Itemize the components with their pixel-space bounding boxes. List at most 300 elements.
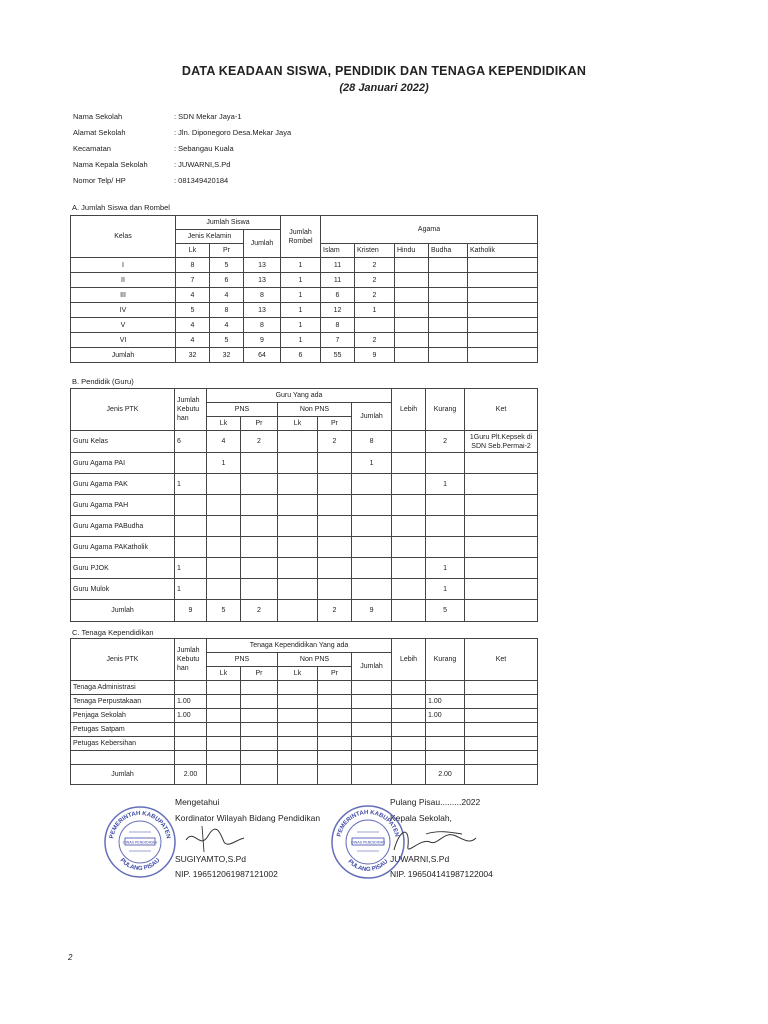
table-cell: 5: [207, 600, 241, 622]
table-cell: [352, 516, 392, 537]
table-cell: [392, 681, 426, 695]
table-cell: 13: [244, 273, 281, 288]
header-pns: PNS: [207, 403, 278, 417]
header-islam: Islam: [321, 244, 355, 258]
table-cell: [278, 453, 318, 474]
table-cell: [207, 765, 241, 785]
table-cell: 2: [355, 333, 395, 348]
table-cell: Guru Mulok: [71, 579, 175, 600]
staff-table: [70, 638, 538, 785]
table-cell: 1: [281, 303, 321, 318]
table-cell: 1: [355, 303, 395, 318]
table-cell: 8: [176, 258, 210, 273]
table-cell: 1: [426, 558, 465, 579]
table-cell: 9: [175, 600, 207, 622]
table-row: [71, 303, 538, 318]
right-signer-nip: NIP. 196504141987122004: [390, 869, 493, 879]
table-cell: [465, 737, 538, 751]
table-cell: VI: [71, 333, 176, 348]
table-cell: [468, 348, 538, 363]
table-row: [71, 495, 538, 516]
table-cell: 6: [281, 348, 321, 363]
header-jenis-kelamin: Jenis Kelamin: [176, 230, 244, 244]
header-nonpns-lk: Lk: [278, 667, 318, 681]
page-mark: 2: [68, 953, 73, 962]
table-cell: 5: [210, 333, 244, 348]
table-cell: 6: [210, 273, 244, 288]
table-cell: [207, 474, 241, 495]
table-cell: [278, 431, 318, 453]
table-cell: [318, 558, 352, 579]
table-cell: [395, 348, 429, 363]
header-jumlah-kebutuhan: Jumlah Kebutu han: [175, 389, 207, 431]
table-cell: [468, 258, 538, 273]
table-cell: [175, 516, 207, 537]
table-cell: 11: [321, 258, 355, 273]
table-cell: Petugas Satpam: [71, 723, 175, 737]
table-cell: 8: [244, 318, 281, 333]
table-cell: 13: [244, 258, 281, 273]
table-cell: 1: [281, 273, 321, 288]
table-cell: [392, 765, 426, 785]
header-pns-pr: Pr: [241, 667, 278, 681]
table-cell: 1.00: [175, 709, 207, 723]
table-cell: 9: [355, 348, 395, 363]
table-row: [71, 751, 538, 765]
table-row: [71, 765, 538, 785]
student-table: [70, 215, 538, 363]
table-cell: 2: [241, 431, 278, 453]
table-cell: [465, 723, 538, 737]
stamp-left-center-text: DINAS PENDIDIKAN: [123, 840, 157, 845]
table-cell: 32: [176, 348, 210, 363]
table-cell: 1.00: [426, 709, 465, 723]
table-cell: [241, 765, 278, 785]
table-cell: [318, 695, 352, 709]
table-cell: [392, 495, 426, 516]
table-cell: [207, 737, 241, 751]
table-cell: [241, 709, 278, 723]
header-jumlah: Jumlah: [244, 230, 281, 258]
official-stamp-left: [103, 805, 177, 879]
header-pns-lk: Lk: [207, 417, 241, 431]
table-cell: III: [71, 288, 176, 303]
table-cell: [352, 537, 392, 558]
table-cell: [392, 600, 426, 622]
svg-text:PULANG PISAU: [346, 859, 389, 873]
header-kurang: Kurang: [426, 389, 465, 431]
header-pns-pr: Pr: [241, 417, 278, 431]
table-cell: [392, 709, 426, 723]
table-cell: [392, 723, 426, 737]
header-pns: PNS: [207, 653, 278, 667]
table-cell: [241, 495, 278, 516]
value-school-address: : Jln. Diponegoro Desa.Mekar Jaya: [174, 128, 292, 137]
table-cell: [465, 453, 538, 474]
table-cell: [241, 695, 278, 709]
table-cell: [429, 288, 468, 303]
table-cell: [207, 751, 241, 765]
header-nonpns-pr: Pr: [318, 667, 352, 681]
table-cell: 6: [175, 431, 207, 453]
table-cell: [426, 737, 465, 751]
table-cell: 1: [207, 453, 241, 474]
table-cell: [241, 516, 278, 537]
header-jumlah-rombel: Jumlah Rombel: [281, 216, 321, 258]
table-cell: [241, 474, 278, 495]
table-row: [71, 600, 538, 622]
table-cell: [207, 495, 241, 516]
table-cell: 1: [281, 333, 321, 348]
table-cell: [175, 737, 207, 751]
stamp-left-top-text: PEMERINTAH KABUPATEN: [109, 810, 171, 840]
header-tenaga-yang-ada: Tenaga Kependidikan Yang ada: [207, 639, 392, 653]
table-cell: 2: [355, 288, 395, 303]
teacher-table: [70, 388, 538, 622]
table-cell: 8: [244, 288, 281, 303]
section-b-title: B. Pendidik (Guru): [72, 377, 134, 386]
table-cell: 5: [426, 600, 465, 622]
table-cell: [318, 453, 352, 474]
header-pns-lk: Lk: [207, 667, 241, 681]
table-cell: [241, 751, 278, 765]
table-cell: [241, 681, 278, 695]
table-cell: 9: [244, 333, 281, 348]
table-cell: [175, 751, 207, 765]
table-cell: [468, 288, 538, 303]
table-cell: [465, 474, 538, 495]
header-jumlah: Jumlah: [352, 653, 392, 681]
header-pr: Pr: [210, 244, 244, 258]
table-row: [71, 516, 538, 537]
table-cell: Jumlah: [71, 348, 176, 363]
header-guru-yang-ada: Guru Yang ada: [207, 389, 392, 403]
value-principal: : JUWARNI,S.Pd: [174, 160, 231, 169]
table-cell: 11: [321, 273, 355, 288]
table-row: [71, 431, 538, 453]
table-cell: [278, 495, 318, 516]
table-cell: 9: [352, 600, 392, 622]
table-cell: [175, 453, 207, 474]
table-cell: [426, 453, 465, 474]
label-school-address: Alamat Sekolah: [73, 128, 126, 137]
table-cell: [465, 765, 538, 785]
table-cell: 7: [176, 273, 210, 288]
student-table-body: [71, 258, 538, 363]
table-cell: 4: [176, 333, 210, 348]
table-cell: [352, 579, 392, 600]
header-agama: Agama: [321, 216, 538, 244]
table-cell: [426, 681, 465, 695]
table-cell: Jumlah: [71, 600, 175, 622]
staff-table-body: [71, 681, 538, 785]
table-cell: Tenaga Perpustakaan: [71, 695, 175, 709]
table-cell: [352, 695, 392, 709]
teacher-table-body: [71, 431, 538, 622]
header-ket: Ket: [465, 389, 538, 431]
table-cell: 6: [321, 288, 355, 303]
table-row: [71, 558, 538, 579]
table-cell: IV: [71, 303, 176, 318]
table-cell: [278, 723, 318, 737]
table-cell: [352, 495, 392, 516]
table-cell: 64: [244, 348, 281, 363]
table-cell: [318, 579, 352, 600]
table-cell: 4: [210, 288, 244, 303]
table-cell: [355, 318, 395, 333]
table-cell: [426, 723, 465, 737]
table-cell: [395, 303, 429, 318]
table-cell: 4: [207, 431, 241, 453]
table-cell: Jumlah: [71, 765, 175, 785]
table-cell: [352, 765, 392, 785]
table-cell: [278, 695, 318, 709]
table-cell: [318, 495, 352, 516]
table-cell: [392, 537, 426, 558]
table-cell: II: [71, 273, 176, 288]
table-cell: [207, 709, 241, 723]
table-cell: [318, 765, 352, 785]
table-row: [71, 579, 538, 600]
table-cell: [207, 537, 241, 558]
header-lebih: Lebih: [392, 639, 426, 681]
left-signer-name: SUGIYAMTO,S.Pd: [175, 854, 247, 864]
table-cell: [426, 495, 465, 516]
table-cell: 7: [321, 333, 355, 348]
table-cell: 32: [210, 348, 244, 363]
table-cell: 4: [176, 288, 210, 303]
table-cell: [278, 681, 318, 695]
table-cell: [71, 751, 175, 765]
table-cell: 5: [210, 258, 244, 273]
table-row: [71, 318, 538, 333]
table-cell: [429, 258, 468, 273]
table-row: [71, 474, 538, 495]
table-cell: [278, 537, 318, 558]
table-cell: [468, 333, 538, 348]
table-cell: [175, 495, 207, 516]
table-cell: 1: [426, 474, 465, 495]
table-cell: [278, 737, 318, 751]
table-cell: [392, 737, 426, 751]
table-cell: [241, 737, 278, 751]
right-signer-role: Kepala Sekolah,: [390, 813, 452, 823]
stamp-left-bottom-text: PULANG PISAU: [118, 857, 162, 873]
table-row: [71, 695, 538, 709]
table-cell: 1.00: [175, 695, 207, 709]
stamp-right-top-text: PEMERINTAH KABUPATEN: [336, 809, 400, 838]
table-cell: 1: [175, 579, 207, 600]
header-jumlah-siswa: Jumlah Siswa: [176, 216, 281, 230]
table-cell: [395, 318, 429, 333]
label-district: Kecamatan: [73, 144, 111, 153]
table-cell: [278, 474, 318, 495]
table-cell: Guru Kelas: [71, 431, 175, 453]
header-nonpns-pr: Pr: [318, 417, 352, 431]
table-cell: [278, 751, 318, 765]
table-cell: [426, 751, 465, 765]
header-lk: Lk: [176, 244, 210, 258]
table-cell: [278, 516, 318, 537]
table-cell: [429, 333, 468, 348]
table-cell: [278, 600, 318, 622]
header-non-pns: Non PNS: [278, 653, 352, 667]
table-cell: 4: [210, 318, 244, 333]
table-cell: 12: [321, 303, 355, 318]
table-cell: 1: [175, 474, 207, 495]
table-cell: 2: [426, 431, 465, 453]
table-cell: Guru Agama PAH: [71, 495, 175, 516]
table-cell: Guru PJOK: [71, 558, 175, 579]
header-katholik: Katholik: [468, 244, 538, 258]
table-cell: [392, 558, 426, 579]
table-cell: [465, 709, 538, 723]
table-cell: [465, 537, 538, 558]
header-nonpns-lk: Lk: [278, 417, 318, 431]
header-hindu: Hindu: [395, 244, 429, 258]
section-a-title: A. Jumlah Siswa dan Rombel: [72, 203, 170, 212]
table-row: [71, 537, 538, 558]
table-cell: [465, 558, 538, 579]
table-cell: [241, 537, 278, 558]
table-cell: [395, 273, 429, 288]
document-title: DATA KEADAAN SISWA, PENDIDIK DAN TENAGA KEPENDIDIKAN: [181, 64, 587, 78]
table-row: [71, 333, 538, 348]
table-cell: 1.00: [426, 695, 465, 709]
mengetahui-label: Mengetahui: [175, 797, 220, 807]
table-row: [71, 273, 538, 288]
table-cell: [429, 273, 468, 288]
table-row: [71, 737, 538, 751]
left-signature: [180, 818, 250, 858]
table-cell: 2: [355, 273, 395, 288]
label-school-name: Nama Sekolah: [73, 112, 123, 121]
table-cell: [318, 723, 352, 737]
table-cell: 2: [355, 258, 395, 273]
table-cell: [352, 737, 392, 751]
table-row: [71, 723, 538, 737]
table-cell: [207, 579, 241, 600]
table-cell: [426, 516, 465, 537]
right-signature: [386, 820, 482, 862]
table-cell: [465, 695, 538, 709]
header-kelas: Kelas: [71, 216, 176, 258]
table-cell: [207, 558, 241, 579]
table-cell: 4: [176, 318, 210, 333]
table-cell: [318, 474, 352, 495]
table-cell: [352, 709, 392, 723]
table-row: [71, 453, 538, 474]
table-cell: [278, 579, 318, 600]
table-cell: [392, 579, 426, 600]
table-row: [71, 258, 538, 273]
table-cell: 1: [175, 558, 207, 579]
value-district: : Sebangau Kuala: [174, 144, 234, 153]
table-cell: [395, 333, 429, 348]
table-cell: [392, 431, 426, 453]
table-cell: [392, 751, 426, 765]
header-lebih: Lebih: [392, 389, 426, 431]
table-cell: 2: [318, 431, 352, 453]
header-budha: Budha: [429, 244, 468, 258]
table-cell: I: [71, 258, 176, 273]
table-row: [71, 348, 538, 363]
table-cell: 2.00: [426, 765, 465, 785]
table-cell: [241, 579, 278, 600]
table-cell: Petugas Kebersihan: [71, 737, 175, 751]
header-jenis-ptk: Jenis PTK: [71, 389, 175, 431]
header-jumlah: Jumlah: [352, 403, 392, 431]
header-non-pns: Non PNS: [278, 403, 352, 417]
left-signer-nip: NIP. 196512061987121002: [175, 869, 278, 879]
table-cell: [352, 474, 392, 495]
header-jumlah-kebutuhan: Jumlah Kebutu han: [175, 639, 207, 681]
table-cell: [278, 558, 318, 579]
section-c-title: C. Tenaga Kependidikan: [72, 628, 154, 637]
value-school-name: : SDN Mekar Jaya-1: [174, 112, 242, 121]
table-cell: [175, 681, 207, 695]
table-cell: 8: [210, 303, 244, 318]
header-kristen: Kristen: [355, 244, 395, 258]
right-signer-name: JUWARNI,S.Pd: [390, 854, 450, 864]
table-cell: [395, 288, 429, 303]
table-cell: 1: [426, 579, 465, 600]
table-cell: [318, 681, 352, 695]
value-phone: : 081349420184: [174, 176, 229, 185]
table-cell: [465, 516, 538, 537]
left-signer-role: Kordinator Wilayah Bidang Pendidikan: [175, 813, 321, 823]
stamp-right-bottom-text: PULANG PISAU: [346, 858, 390, 874]
table-cell: [468, 318, 538, 333]
table-cell: [465, 495, 538, 516]
table-cell: Tenaga Administrasi: [71, 681, 175, 695]
table-cell: Guru Agama PAKatholik: [71, 537, 175, 558]
table-row: [71, 681, 538, 695]
table-cell: [241, 558, 278, 579]
table-cell: [207, 516, 241, 537]
table-cell: [207, 681, 241, 695]
table-cell: 13: [244, 303, 281, 318]
table-cell: [318, 737, 352, 751]
table-cell: [352, 723, 392, 737]
table-cell: [465, 681, 538, 695]
table-cell: 1: [281, 258, 321, 273]
table-cell: 1: [352, 453, 392, 474]
table-cell: [392, 695, 426, 709]
table-cell: [429, 303, 468, 318]
table-cell: [352, 751, 392, 765]
table-cell: Guru Agama PABudha: [71, 516, 175, 537]
table-cell: [241, 453, 278, 474]
table-cell: [392, 453, 426, 474]
table-cell: [175, 537, 207, 558]
table-cell: Penjaga Sekolah: [71, 709, 175, 723]
table-cell: [392, 474, 426, 495]
table-cell: [278, 765, 318, 785]
table-cell: 1: [281, 288, 321, 303]
table-cell: [175, 723, 207, 737]
table-cell: [207, 723, 241, 737]
table-cell: [429, 318, 468, 333]
table-cell: [465, 600, 538, 622]
table-cell: Guru Agama PAI: [71, 453, 175, 474]
table-cell: [392, 516, 426, 537]
table-cell: 5: [176, 303, 210, 318]
label-phone: Nomor Telp/ HP: [73, 176, 126, 185]
table-cell: V: [71, 318, 176, 333]
table-cell: 55: [321, 348, 355, 363]
table-cell: [352, 681, 392, 695]
